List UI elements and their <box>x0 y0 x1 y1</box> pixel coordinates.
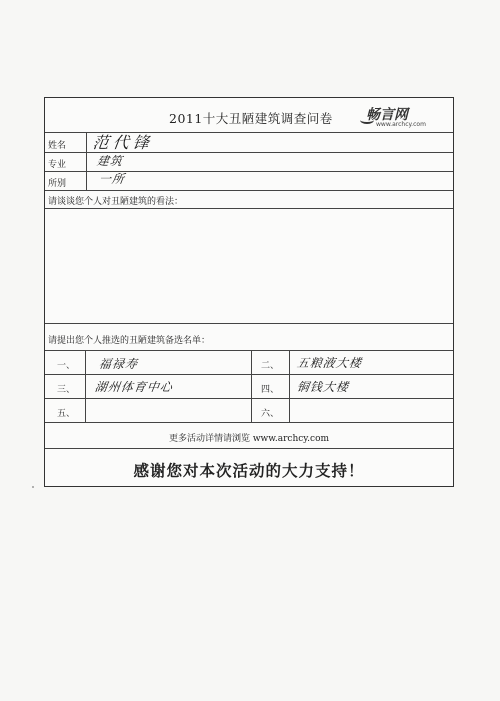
logo-url: www.archcy.com <box>376 121 426 128</box>
nominee-label-5: 五、 <box>57 409 76 419</box>
nominee-label-4: 四、 <box>261 385 280 395</box>
logo-name: 畅言网 <box>366 107 408 123</box>
nominee-value-1: 福禄寿 <box>97 357 139 371</box>
nominee-row-2 <box>45 375 453 399</box>
nominee-divider-right <box>289 351 290 423</box>
nominee-value-4: 铜钱大楼 <box>295 380 350 394</box>
dept-row <box>45 172 453 191</box>
survey-form <box>44 97 454 487</box>
nominee-value-2: 五粮液大楼 <box>295 356 363 370</box>
nominee-label-1: 一、 <box>57 361 76 371</box>
thanks-row <box>45 449 453 486</box>
major-label: 专业 <box>48 160 67 170</box>
nominee-label-6: 六、 <box>261 409 280 419</box>
nominate-prompt-row <box>45 324 453 351</box>
nominate-prompt: 请提出您个人推选的丑陋建筑备选名单： <box>48 336 211 346</box>
opinion-area <box>45 191 453 324</box>
opinion-prompt: 请谈谈您个人对丑陋建筑的看法： <box>48 197 184 207</box>
title-row <box>45 98 453 133</box>
nominee-value-3: 湖州体育中心 <box>93 380 174 394</box>
opinion-rule <box>45 191 453 209</box>
name-label: 姓名 <box>48 141 67 151</box>
name-row <box>45 133 453 153</box>
scan-speck <box>32 486 34 488</box>
nominee-divider-mid <box>251 351 252 423</box>
archcy-logo <box>360 104 438 132</box>
dept-label: 所别 <box>48 179 67 189</box>
nominee-divider-left <box>85 351 86 423</box>
nominee-row-1 <box>45 351 453 375</box>
form-title: 2011十大丑陋建筑调查问卷 <box>169 111 333 126</box>
footer-link: 更多活动详情请浏览 www.archcy.com <box>168 434 330 444</box>
nominee-label-3: 三、 <box>57 385 76 395</box>
nominee-row-3 <box>45 399 453 423</box>
dept-value: 一所 <box>97 172 126 186</box>
footer-link-row <box>45 423 453 449</box>
major-value: 建筑 <box>95 154 124 168</box>
thanks-message: 感谢您对本次活动的大力支持！ <box>133 461 365 480</box>
name-value: 范代锋 <box>91 133 155 152</box>
nominee-label-2: 二、 <box>261 361 280 371</box>
label-divider <box>86 133 87 191</box>
